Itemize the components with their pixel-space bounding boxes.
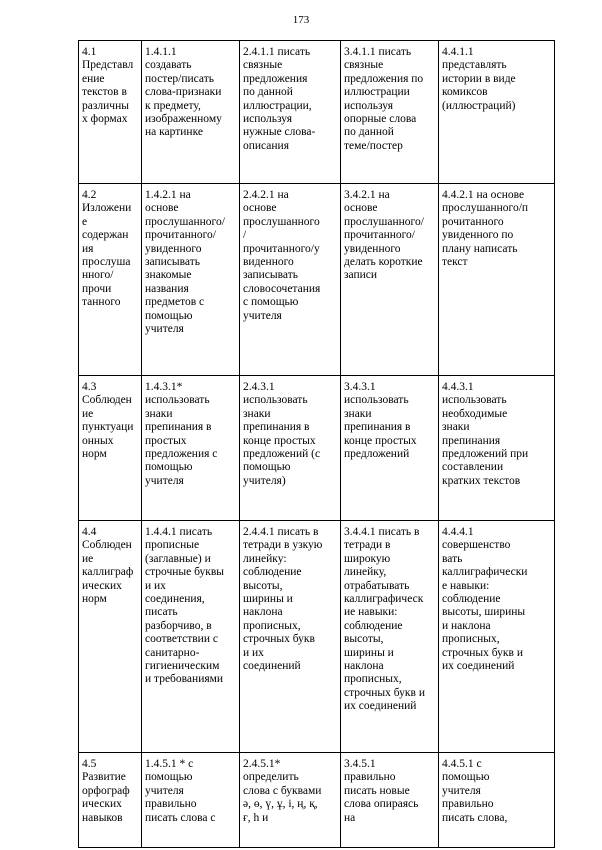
objective-text: 4.4.1.1 представлять истории в виде комиксов (иллюстраций): [442, 46, 516, 112]
objective-text: 3.4.2.1 на основе прослушанного/ прочитанного/ увиденного делать короткие записи: [344, 189, 424, 282]
grade-3-cell: [341, 753, 439, 848]
objective-text: 3.4.3.1 использовать знаки препинания в конце простых предложений: [344, 381, 417, 461]
table-row: [79, 41, 555, 184]
table-row: [79, 753, 555, 848]
objective-text: 1.4.4.1 писать прописные (заглавные) и строчные буквы и их соединения, писать разборчиво, в соответствии с санитарно- гигиеническим и требованиями: [145, 526, 225, 686]
section-cell: [79, 521, 142, 753]
objective-text: 3.4.5.1 правильно писать новые слова опираясь на: [344, 758, 419, 824]
grade-3-cell: [341, 184, 439, 376]
objective-text: 2.4.2.1 на основе прослушанного / прочитанного/у виденного записывать словосочетания с помощью учителя: [243, 189, 321, 322]
section-cell: [79, 376, 142, 521]
objective-text: 1.4.1.1 создавать постер/писать слова-признаки к предмету, изображенному на картинке: [145, 46, 222, 139]
grade-2-cell: [240, 184, 341, 376]
objective-text: 2.4.5.1* определить слова с буквами ә, ө, ү, ұ, і, ң, қ, ғ, һ и: [243, 758, 322, 824]
grade-4-cell: [439, 521, 555, 753]
grade-3-cell: [341, 41, 439, 184]
section-label: 4.5 Развитие орфограф ических навыков: [82, 758, 130, 824]
objective-text: 4.4.3.1 использовать необходимые знаки препинания предложений при составлении кратких текстов: [442, 381, 529, 487]
grade-1-cell: [142, 753, 240, 848]
objective-text: 3.4.1.1 писать связные предложения по иллюстрации используя опорные слова по данной теме/постер: [344, 46, 424, 152]
objective-text: 4.4.4.1 совершенство вать каллиграфически е навыки: соблюдение высоты, ширины и наклона прописных, строчных букв и их соединений: [442, 526, 528, 673]
grade-4-cell: [439, 41, 555, 184]
objective-text: 1.4.2.1 на основе прослушанного/ прочитанного/ увиденного записывать знакомые названия предметов с помощью учителя: [145, 189, 225, 336]
table-row: [79, 376, 555, 521]
section-label: 4.2 Изложени е содержан ия прослуша нного/ прочи танного: [82, 189, 132, 309]
objective-text: 2.4.4.1 писать в тетради в узкую линейку: соблюдение высоты, ширины и наклона прописных, строчных букв и их соединений: [243, 526, 323, 673]
grade-2-cell: [240, 41, 341, 184]
section-label: 4.3 Соблюден ие пунктуаци онных норм: [82, 381, 134, 461]
grade-2-cell: [240, 376, 341, 521]
objective-text: 3.4.4.1 писать в тетради в широкую линейку, отрабатывать каллиграфическ ие навыки: соблюдение высоты, ширины и наклона прописных, строчных букв и их соединений: [344, 526, 425, 713]
section-cell: [79, 753, 142, 848]
grade-2-cell: [240, 753, 341, 848]
section-label: 4.4 Соблюден ие каллиграф ических норм: [82, 526, 134, 606]
grade-1-cell: [142, 521, 240, 753]
section-label: 4.1 Представл ение текстов в различны х формах: [82, 46, 134, 126]
grade-4-cell: [439, 376, 555, 521]
objective-text: 2.4.1.1 писать связные предложения по данной иллюстрации, используя нужные слова- описания: [243, 46, 316, 152]
grade-1-cell: [142, 376, 240, 521]
grade-2-cell: [240, 521, 341, 753]
objective-text: 4.4.2.1 на основе прослушанного/п рочитанного увиденного по плану написать текст: [442, 189, 529, 269]
table-row: [79, 521, 555, 753]
grade-3-cell: [341, 376, 439, 521]
page-number: 173: [292, 14, 310, 26]
grade-3-cell: [341, 521, 439, 753]
section-cell: [79, 184, 142, 376]
section-cell: [79, 41, 142, 184]
objective-text: 1.4.5.1 * с помощью учителя правильно писать слова с: [145, 758, 216, 824]
table-row: [79, 184, 555, 376]
grade-4-cell: [439, 184, 555, 376]
objective-text: 1.4.3.1* использовать знаки препинания в простых предложения с помощью учителя: [145, 381, 218, 487]
objective-text: 2.4.3.1 использовать знаки препинания в конце простых предложений (с помощью учителя): [243, 381, 321, 487]
curriculum-table: [78, 40, 555, 848]
grade-4-cell: [439, 753, 555, 848]
grade-1-cell: [142, 41, 240, 184]
grade-1-cell: [142, 184, 240, 376]
objective-text: 4.4.5.1 с помощью учителя правильно писать слова,: [442, 758, 508, 824]
